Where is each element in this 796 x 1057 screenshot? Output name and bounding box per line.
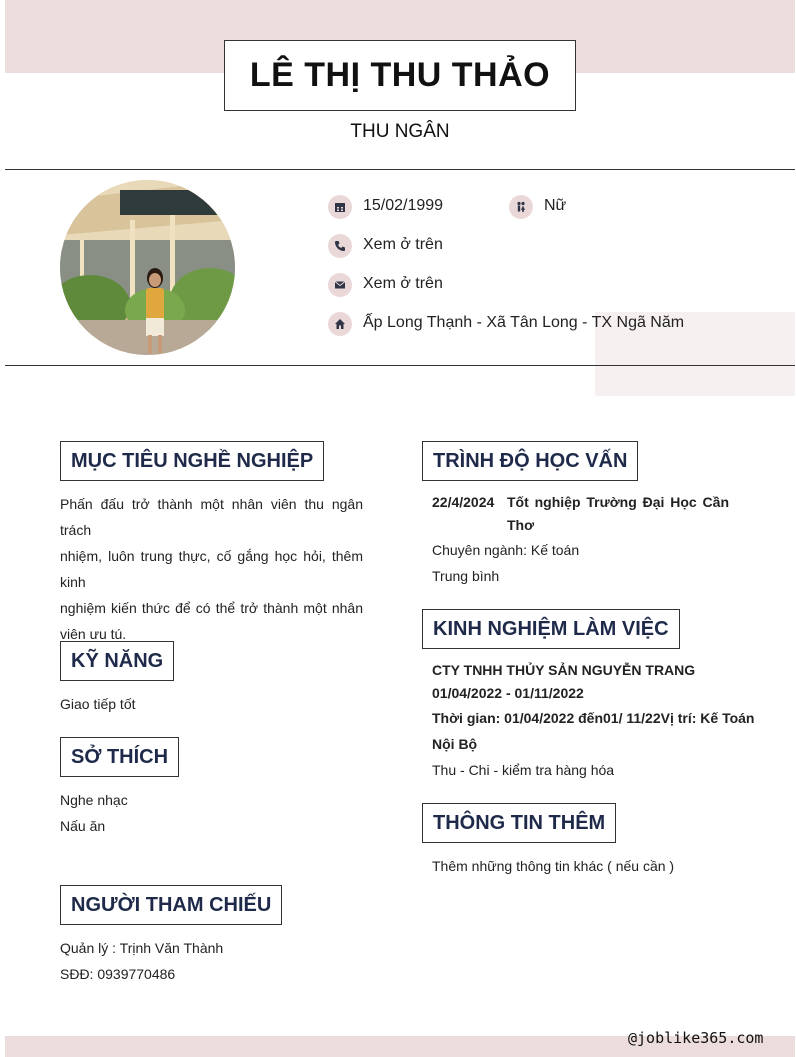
experience-detail-cont: Nội Bộ — [432, 736, 478, 752]
job-title: THU NGÂN — [350, 121, 450, 142]
reference-item: SĐĐ: 0939770486 — [60, 966, 176, 982]
experience-heading: KINH NGHIỆM LÀM VIỆC — [422, 609, 680, 649]
footer-watermark: @joblike365.com — [628, 1029, 764, 1047]
experience-company: CTY TNHH THỦY SẢN NGUYỄN TRANG — [432, 662, 696, 678]
experience-duties: Thu - Chi - kiểm tra hàng hóa — [432, 762, 615, 778]
phone-icon — [328, 234, 352, 258]
reference-item: Quản lý : Trịnh Văn Thành — [60, 940, 224, 956]
objective-heading: MỤC TIÊU NGHỀ NGHIỆP — [60, 441, 324, 481]
extra-heading: THÔNG TIN THÊM — [422, 803, 616, 843]
education-school-cont: Thơ — [507, 517, 535, 533]
email-icon — [328, 273, 352, 297]
birthdate: 15/02/1999 — [363, 197, 444, 214]
experience-period: 01/04/2022 - 01/11/2022 — [432, 685, 584, 701]
hobby-item: Nấu ăn — [60, 818, 106, 834]
extra-text: Thêm những thông tin khác ( nếu cần ) — [432, 858, 675, 874]
name-box — [224, 40, 576, 111]
hobby-item: Nghe nhạc — [60, 792, 128, 808]
education-school: Tốt nghiệp Trường Đại Học Cần — [507, 494, 729, 510]
address: Ấp Long Thạnh - Xã Tân Long - TX Ngã Năm — [363, 314, 685, 331]
skills-heading: KỸ NĂNG — [60, 641, 174, 681]
divider-bottom — [5, 365, 795, 366]
avatar — [60, 180, 235, 355]
education-grade: Trung bình — [432, 568, 500, 584]
experience-detail: Thời gian: 01/04/2022 đến01/ 11/22Vị trí: Kế Toán — [432, 710, 755, 726]
objective-text: Phấn đấu trở thành một nhân viên thu ngân trách nhiệm, luôn trung thực, cố gắng học hỏi, thêm kinh nghiệm kiến thức để có thể trở thành một nhân viên ưu tú. — [60, 496, 363, 642]
phone: Xem ở trên — [363, 236, 443, 253]
references-heading: NGƯỜI THAM CHIẾU — [60, 885, 282, 925]
education-major: Chuyên ngành: Kế toán — [432, 542, 580, 558]
education-date: 22/4/2024 — [432, 494, 495, 510]
gender: Nữ — [544, 197, 567, 214]
skill-item: Giao tiếp tốt — [60, 696, 136, 712]
full-name: LÊ THỊ THU THẢO — [249, 56, 551, 94]
email: Xem ở trên — [363, 275, 443, 292]
hobbies-heading: SỞ THÍCH — [60, 737, 179, 777]
divider-top — [5, 169, 795, 170]
calendar-icon — [328, 195, 352, 219]
gender-icon — [509, 195, 533, 219]
education-heading: TRÌNH ĐỘ HỌC VẤN — [422, 441, 638, 481]
home-icon — [328, 312, 352, 336]
